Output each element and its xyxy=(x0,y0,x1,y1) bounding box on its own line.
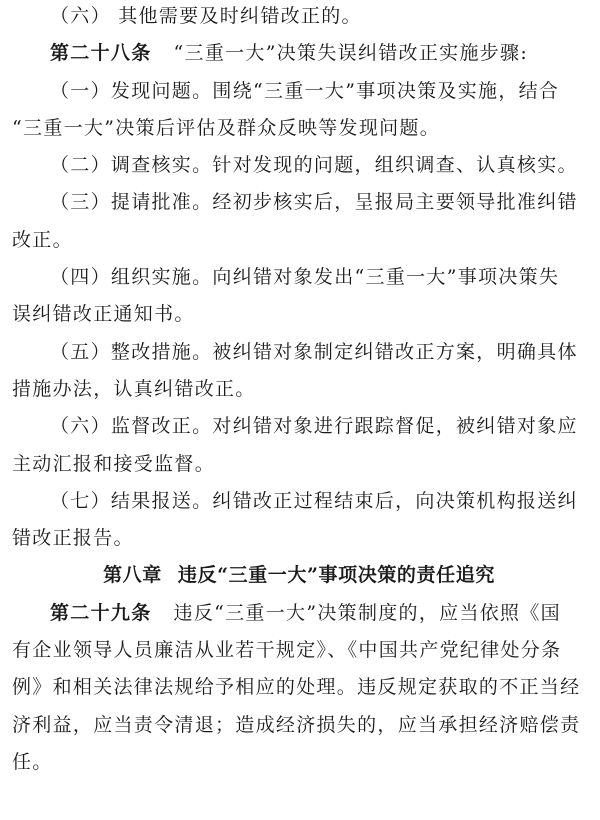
article-28-heading xyxy=(12,35,586,72)
article-29-text: 违反“三重一大”决策制度的，应当依照《国 xyxy=(173,601,561,624)
step-three-line-2: 改正。 xyxy=(12,228,73,251)
chapter-8-heading xyxy=(12,557,586,594)
article-29-line-3: 例》和相关法律法规给予相应的处理。违反规定获取的不正当经 xyxy=(12,676,581,699)
chapter-8-label: 第八章 xyxy=(103,564,162,587)
step-six-line-1: （六）监督改正。对纠错对象进行跟踪督促，被纠错对象应 xyxy=(50,415,578,438)
article-29-line-5: 任。 xyxy=(12,750,53,773)
step-one-line-2: “三重一大”决策后评估及群众反映等发现问题。 xyxy=(12,116,441,139)
step-five-line-1: （五）整改措施。被纠错对象制定纠错改正方案，明确具体 xyxy=(50,340,578,363)
article-28-text: “三重一大”决策失误纠错改正实施步骤: xyxy=(173,42,529,65)
step-one-line-1: （一）发现问题。围绕“三重一大”事项决策及实施，结合 xyxy=(50,79,560,102)
step-four-line-2: 误纠错改正通知书。 xyxy=(12,303,195,326)
chapter-8-title: 违反“三重一大”事项决策的责任追究 xyxy=(177,564,495,587)
article-29-heading xyxy=(12,595,586,632)
article-29-line-4: 济利益，应当责令清退；造成经济损失的，应当承担经济赔偿责 xyxy=(12,713,581,736)
article-29-line-2: 有企业领导人员廉洁从业若干规定》、《中国共产党纪律处分条 xyxy=(12,639,562,662)
step-five-line-2: 措施办法，认真纠错改正。 xyxy=(12,377,256,400)
step-four-line-1: （四）组织实施。向纠错对象发出“三重一大”事项决策失 xyxy=(50,266,560,289)
step-seven-line-1: （七）结果报送。纠错改正过程结束后，向决策机构报送纠 xyxy=(50,489,578,512)
item-six-other: （六） 其他需要及时纠错改正的。 xyxy=(50,5,362,27)
step-six-line-2: 主动汇报和接受监督。 xyxy=(12,452,216,475)
step-three-line-1: （三）提请批准。经初步核实后，呈报局主要领导批准纠错 xyxy=(50,191,578,214)
step-seven-line-2: 错改正报告。 xyxy=(12,527,134,550)
step-two: （二）调查核实。针对发现的问题，组织调查、认真核实。 xyxy=(50,154,578,177)
article-28-label: 第二十八条 xyxy=(50,42,152,65)
article-29-label: 第二十九条 xyxy=(50,601,152,624)
